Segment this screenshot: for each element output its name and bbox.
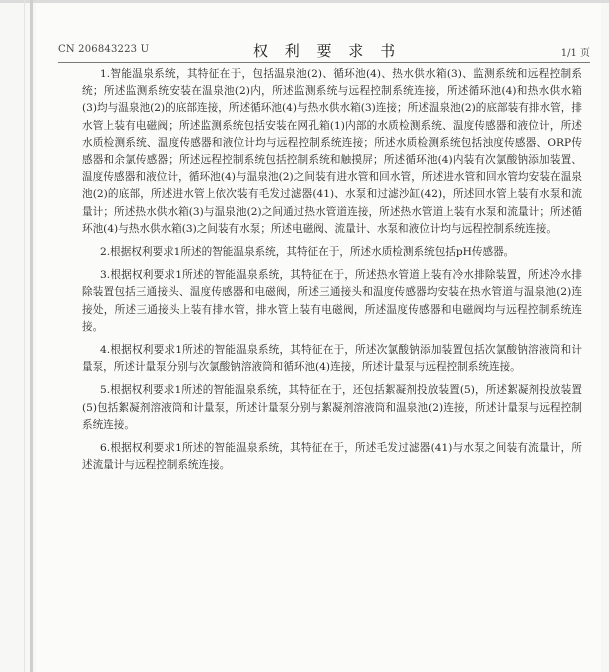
claims-body [82,66,582,480]
scan-edge-left [30,0,33,672]
claim-2: 2.根据权利要求1所述的智能温泉系统，其特征在于，所述水质检测系统包括pH传感器。 [100,246,515,259]
header-rule [58,62,590,63]
claim-5: 5.根据权利要求1所述的智能温泉系统，其特征在于，还包括絮凝剂投放装置(5)，所述絮凝剂投放装置(5)包括絮凝剂溶液筒和计量泵，所述计量泵分别与絮凝剂溶液筒和温泉池(2)连接，所述计量泵与远程控制系统连接。 [82,384,582,431]
claim-6: 6.根据权利要求1所述的智能温泉系统，其特征在于，所述毛发过滤器(41)与水泵之间装有流量计，所述流量计与远程控制系统连接。 [82,442,582,472]
claim-4: 4.根据权利要求1所述的智能温泉系统，其特征在于，所述次氯酸钠添加装置包括次氯酸钠溶液筒和计量泵，所述计量泵分别与次氯酸钠溶液筒和循环池(4)连接，所述计量泵与远程控制系统连接。 [82,344,582,374]
claim-3: 3.根据权利要求1所述的智能温泉系统，其特征在于，所述热水管道上装有冷水排除装置，所述冷水排除装置包括三通接头、温度传感器和电磁阀，所述三通接头和温度传感器均安装在热水管道与温泉池(2)连接处，所述三通接头上装有排水管，排水管上装有电磁阀，所述温度传感器和电磁阀均与远程控制系统连接。 [82,269,582,333]
publication-number: CN 206843223 U [58,44,150,55]
claim-1: 1.智能温泉系统，其特征在于，包括温泉池(2)、循环池(4)、热水供水箱(3)、监测系统和远程控制系统；所述监测系统安装在温泉池(2)内，所述监测系统与远程控制系统连接，所述循环池(4)和热水供水箱(3)均与温泉池(2)的底部连接，所述循环池(4)与热水供水箱(3)连接；所述温泉池(2)的底部装有排水管，排水管上装有电磁阀；所述监测系统包括安装在网孔箱(1)内部的水质检测系统、温度传感器和液位计，所述水质检测系统、温度传感器和液位计均与远程控制系统连接；所述水质检测系统包括浊度传感器、ORP传感器和余氯传感器；所述远程控制系统包括控制系统和触摸屏；所述循环池(4)内装有次氯酸钠添加装置、温度传感器和液位计，循环池(4)与温泉池(2)之间装有进水管和回水管，所述进水管和回水管均安装在温泉池(2)的底部，所述进水管上依次装有毛发过滤器(41)、水泵和过滤沙缸(42)，所述回水管上装有水泵和流量计；所述热水供水箱(3)与温泉池(2)之间通过热水管道连接，所述热水管道上装有水泵和流量计；所述循环池(4)与热水供水箱(3)之间装有水泵；所述电磁阀、流量计、水泵和液位计均与远程控制系统连接。 [82,68,582,235]
page-number: 1/1 页 [560,48,590,59]
document-header [58,40,590,64]
document-title: 权 利 要 求 书 [253,42,402,60]
scan-edge-shadow [24,0,25,672]
